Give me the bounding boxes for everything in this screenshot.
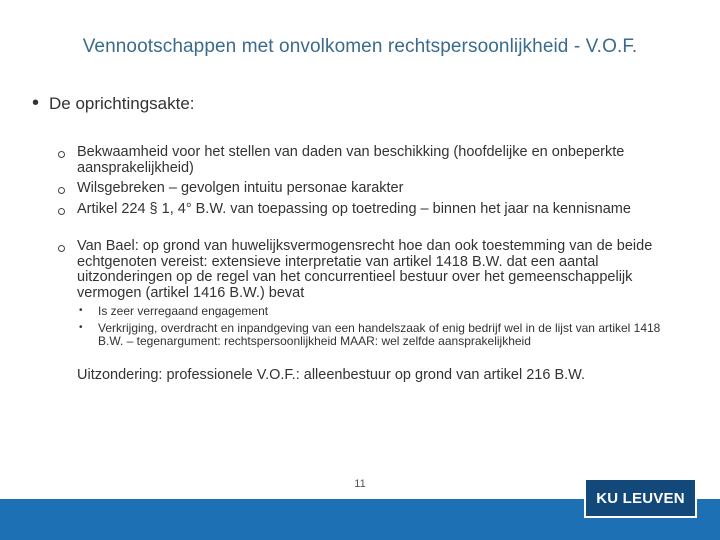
circle-bullet-icon — [58, 187, 65, 194]
heading-text: De oprichtingsakte: — [49, 94, 195, 113]
list-item-text: Van Bael: op grond van huwelijksvermogensrecht hoe dan ook toestemming van de beide echtgenoten vereist: extensieve interpretatie van artikel 1418 B.W. dat een aantal uitzonderingen op de regel van het concurrentieel bestuur over het gemeenschappelijk vermogen (artikel 1416 B.W.) bevat — [77, 238, 653, 301]
exception-text: Uitzondering: professionele V.O.F.: alleenbestuur op grond van artikel 216 B.W. — [77, 367, 586, 383]
circle-bullet-icon — [58, 151, 65, 158]
bullet-icon: • — [79, 322, 83, 333]
list-item-text: Artikel 224 § 1, 4° B.W. van toepassing op toetreding – binnen het jaar na kennisname — [77, 201, 631, 217]
list-item-text: Wilsgebreken – gevolgen intuitu personae karakter — [77, 180, 404, 196]
bullet-icon: • — [32, 92, 40, 114]
bullet-icon: • — [79, 305, 83, 316]
circle-bullet-icon — [58, 245, 65, 252]
ku-leuven-logo: KU LEUVEN — [584, 478, 697, 518]
sub-list-item-text: Is zeer verregaand engagement — [98, 304, 269, 318]
page-number: 11 — [354, 478, 366, 490]
slide-title: Vennootschappen met onvolkomen rechtspersoonlijkheid - V.O.F. — [82, 36, 638, 57]
list-item-text: Bekwaamheid voor het stellen van daden van beschikking (hoofdelijke en onbeperkte aansprakelijkheid) — [77, 144, 625, 176]
circle-bullet-icon — [58, 208, 65, 215]
sub-list-item-text: Verkrijging, overdracht en inpandgeving van een handelszaak of enig bedrijf wel in de lijst van artikel 1418 B.W. – tegenargument: rechtspersoonlijkheid MAAR: wel zelfde aansprakelijkheid — [98, 321, 661, 348]
